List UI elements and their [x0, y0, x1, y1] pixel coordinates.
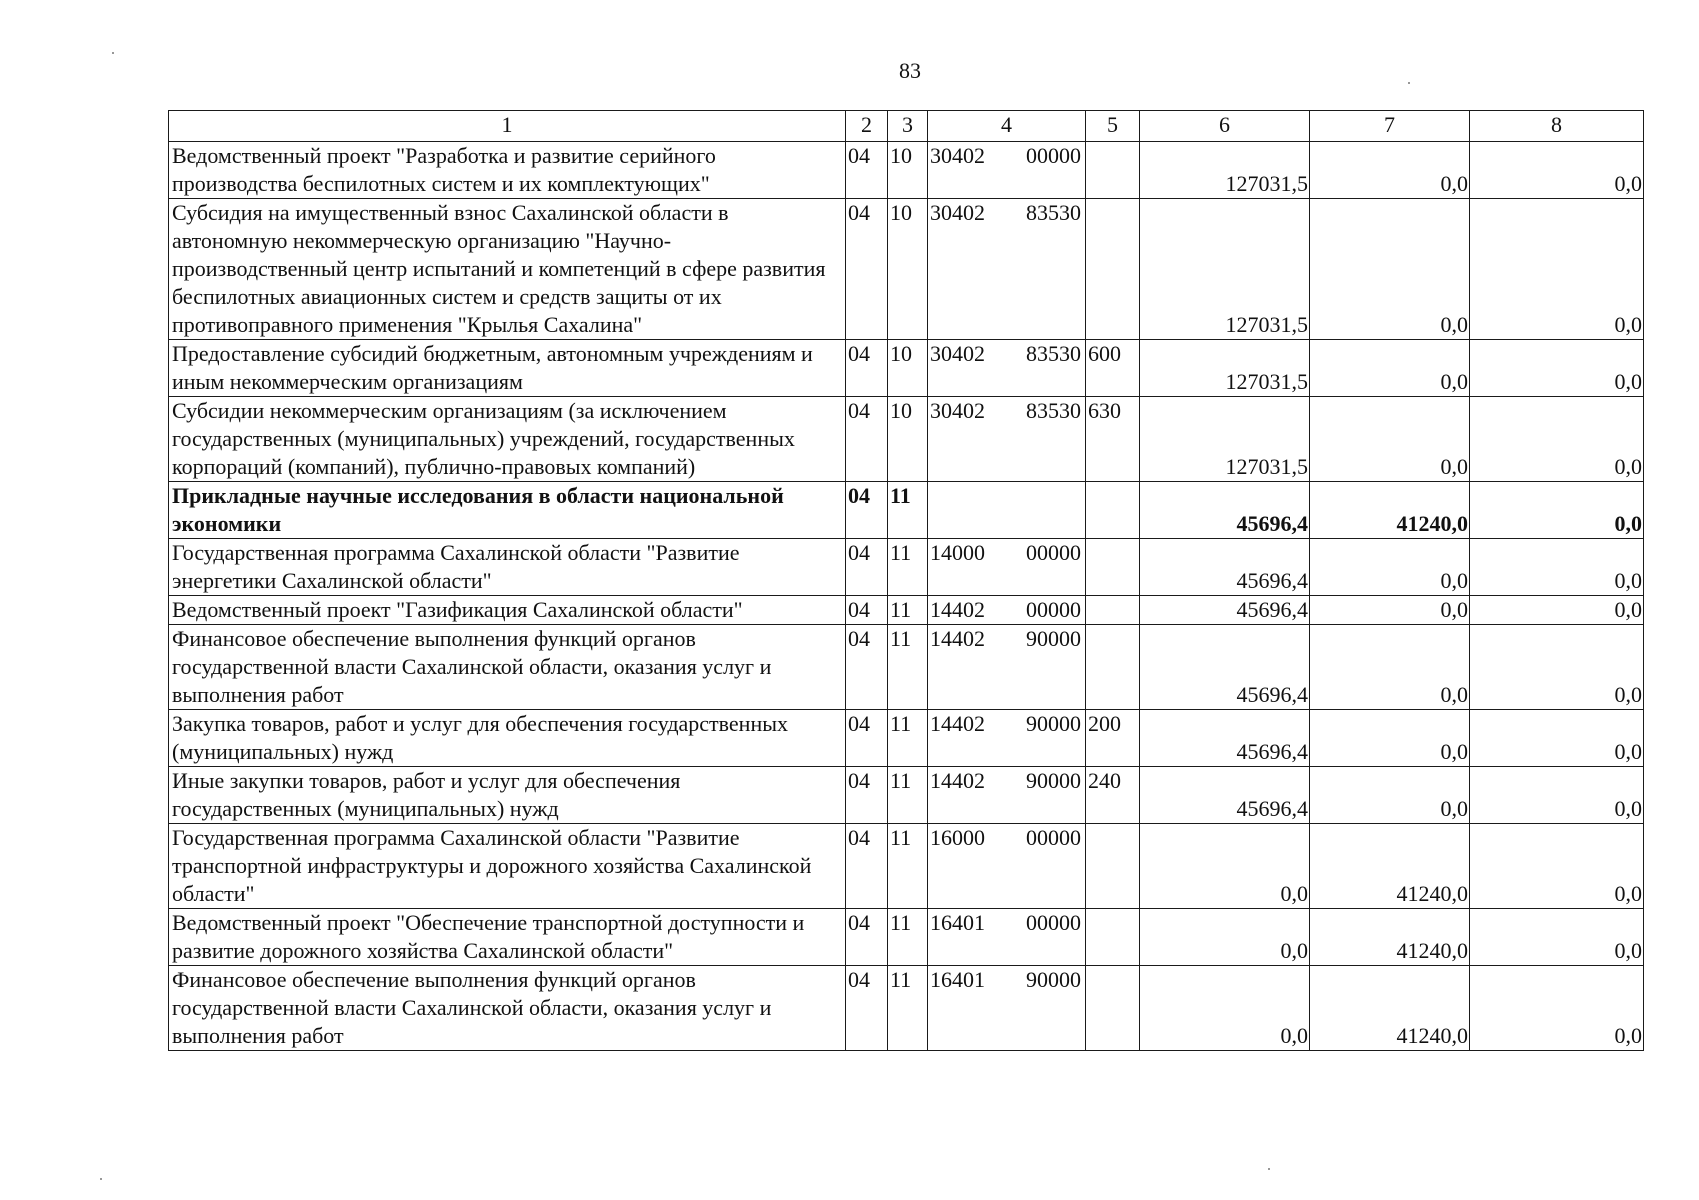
target-article-code: [928, 909, 1086, 966]
target-article-code-part1: 30402: [930, 143, 985, 168]
target-article-code: [928, 596, 1086, 625]
row-name: Финансовое обеспечение выполнения функций органов государственной власти Сахалинской области, оказания услуг и выполнения работ: [169, 625, 846, 710]
amount-col8: 0,0: [1470, 767, 1644, 824]
target-article-code-part1: 16000: [930, 825, 985, 850]
subsection-code: 11: [888, 539, 928, 596]
expense-type-code: [1086, 482, 1140, 539]
target-article-code: [928, 966, 1086, 1051]
amount-col7: 0,0: [1310, 767, 1470, 824]
row-name: Государственная программа Сахалинской области "Развитие транспортной инфраструктуры и дорожного хозяйства Сахалинской области": [169, 824, 846, 909]
amount-col7: 0,0: [1310, 397, 1470, 482]
table-row: [169, 482, 1644, 539]
target-article-code-part2: 00000: [1026, 825, 1081, 850]
section-code: 04: [846, 824, 888, 909]
amount-col7: 0,0: [1310, 596, 1470, 625]
column-header: 4: [928, 111, 1086, 142]
expense-type-code: 200: [1086, 710, 1140, 767]
amount-col8: 0,0: [1470, 625, 1644, 710]
subsection-code: 10: [888, 142, 928, 199]
expense-type-code: [1086, 625, 1140, 710]
expense-type-code: [1086, 199, 1140, 340]
expense-type-code: [1086, 142, 1140, 199]
section-code: 04: [846, 397, 888, 482]
expense-type-code: 600: [1086, 340, 1140, 397]
target-article-code-part1: 30402: [930, 341, 985, 366]
amount-col6: 45696,4: [1140, 539, 1310, 596]
section-code: 04: [846, 710, 888, 767]
row-name: Финансовое обеспечение выполнения функций органов государственной власти Сахалинской области, оказания услуг и выполнения работ: [169, 966, 846, 1051]
section-code: 04: [846, 625, 888, 710]
amount-col7: 0,0: [1310, 142, 1470, 199]
amount-col7: 0,0: [1310, 710, 1470, 767]
row-name: Ведомственный проект "Разработка и развитие серийного производства беспилотных систем и их комплектующих": [169, 142, 846, 199]
row-name: Иные закупки товаров, работ и услуг для обеспечения государственных (муниципальных) нужд: [169, 767, 846, 824]
subsection-code: 10: [888, 397, 928, 482]
section-code: 04: [846, 199, 888, 340]
amount-col6: 0,0: [1140, 966, 1310, 1051]
table-row: [169, 397, 1644, 482]
target-article-code-part2: 00000: [1026, 143, 1081, 168]
subsection-code: 10: [888, 340, 928, 397]
expense-type-code: [1086, 966, 1140, 1051]
subsection-code: 10: [888, 199, 928, 340]
target-article-code-part2: 83530: [1026, 341, 1081, 366]
target-article-code: [928, 824, 1086, 909]
target-article-code-part1: 14402: [930, 711, 985, 736]
target-article-code-part2: 83530: [1026, 200, 1081, 225]
target-article-code: [928, 710, 1086, 767]
row-name: Прикладные научные исследования в области национальной экономики: [169, 482, 846, 539]
amount-col7: 41240,0: [1310, 966, 1470, 1051]
scan-speck: [112, 52, 114, 54]
target-article-code-part1: 16401: [930, 910, 985, 935]
target-article-code-part2: 90000: [1026, 711, 1081, 736]
target-article-code-part1: 14000: [930, 540, 985, 565]
target-article-code: [928, 199, 1086, 340]
amount-col6: 127031,5: [1140, 397, 1310, 482]
column-header: 6: [1140, 111, 1310, 142]
table-row: [169, 340, 1644, 397]
expense-type-code: 240: [1086, 767, 1140, 824]
column-header: 5: [1086, 111, 1140, 142]
amount-col6: 45696,4: [1140, 596, 1310, 625]
row-name: Предоставление субсидий бюджетным, автономным учреждениям и иным некоммерческим организациям: [169, 340, 846, 397]
target-article-code-part1: 30402: [930, 398, 985, 423]
target-article-code-part1: 14402: [930, 626, 985, 651]
subsection-code: 11: [888, 824, 928, 909]
target-article-code-part2: 00000: [1026, 597, 1081, 622]
expense-type-code: [1086, 596, 1140, 625]
section-code: 04: [846, 909, 888, 966]
section-code: 04: [846, 767, 888, 824]
target-article-code-part2: 83530: [1026, 398, 1081, 423]
amount-col6: 0,0: [1140, 824, 1310, 909]
row-name: Закупка товаров, работ и услуг для обеспечения государственных (муниципальных) нужд: [169, 710, 846, 767]
table-row: [169, 824, 1644, 909]
section-code: 04: [846, 482, 888, 539]
amount-col6: 0,0: [1140, 909, 1310, 966]
scan-speck: [100, 1178, 102, 1180]
amount-col8: 0,0: [1470, 909, 1644, 966]
subsection-code: 11: [888, 482, 928, 539]
section-code: 04: [846, 966, 888, 1051]
expense-type-code: [1086, 909, 1140, 966]
amount-col7: 0,0: [1310, 199, 1470, 340]
amount-col8: 0,0: [1470, 539, 1644, 596]
amount-col8: 0,0: [1470, 824, 1644, 909]
target-article-code-part1: 14402: [930, 597, 985, 622]
target-article-code: [928, 340, 1086, 397]
column-header: 1: [169, 111, 846, 142]
expense-type-code: [1086, 539, 1140, 596]
table-row: [169, 909, 1644, 966]
amount-col6: 127031,5: [1140, 199, 1310, 340]
target-article-code: [928, 142, 1086, 199]
amount-col8: 0,0: [1470, 340, 1644, 397]
scan-speck: [1268, 1168, 1270, 1170]
target-article-code: [928, 767, 1086, 824]
table-row: [169, 767, 1644, 824]
amount-col8: 0,0: [1470, 710, 1644, 767]
target-article-code: [928, 625, 1086, 710]
amount-col7: 0,0: [1310, 539, 1470, 596]
budget-table: [168, 110, 1644, 1051]
section-code: 04: [846, 340, 888, 397]
subsection-code: 11: [888, 909, 928, 966]
target-article-code: [928, 397, 1086, 482]
amount-col7: 0,0: [1310, 625, 1470, 710]
amount-col6: 127031,5: [1140, 340, 1310, 397]
row-name: Субсидии некоммерческим организациям (за исключением государственных (муниципальных) учреждений, государственных корпораций (компаний), публично-правовых компаний): [169, 397, 846, 482]
target-article-code-part1: 30402: [930, 200, 985, 225]
target-article-code-part1: 16401: [930, 967, 985, 992]
subsection-code: 11: [888, 596, 928, 625]
amount-col8: 0,0: [1470, 199, 1644, 340]
subsection-code: 11: [888, 710, 928, 767]
table-row: [169, 625, 1644, 710]
table-row: [169, 199, 1644, 340]
target-article-code-part2: 00000: [1026, 910, 1081, 935]
column-header: 2: [846, 111, 888, 142]
table-row: [169, 966, 1644, 1051]
target-article-code: [928, 482, 1086, 539]
amount-col8: 0,0: [1470, 482, 1644, 539]
amount-col6: 45696,4: [1140, 710, 1310, 767]
subsection-code: 11: [888, 625, 928, 710]
row-name: Ведомственный проект "Газификация Сахалинской области": [169, 596, 846, 625]
amount-col8: 0,0: [1470, 397, 1644, 482]
target-article-code: [928, 539, 1086, 596]
target-article-code-part2: 90000: [1026, 626, 1081, 651]
target-article-code-part1: 14402: [930, 768, 985, 793]
amount-col8: 0,0: [1470, 596, 1644, 625]
target-article-code-part2: 90000: [1026, 967, 1081, 992]
target-article-code-part2: 00000: [1026, 540, 1081, 565]
amount-col8: 0,0: [1470, 966, 1644, 1051]
row-name: Ведомственный проект "Обеспечение транспортной доступности и развитие дорожного хозяйства Сахалинской области": [169, 909, 846, 966]
column-header: 7: [1310, 111, 1470, 142]
scan-speck: [1408, 82, 1410, 84]
subsection-code: 11: [888, 767, 928, 824]
table-row: [169, 710, 1644, 767]
amount-col6: 45696,4: [1140, 767, 1310, 824]
amount-col7: 41240,0: [1310, 909, 1470, 966]
expense-type-code: [1086, 824, 1140, 909]
table-row: [169, 539, 1644, 596]
header-row: [169, 111, 1644, 142]
target-article-code-part2: 90000: [1026, 768, 1081, 793]
amount-col7: 0,0: [1310, 340, 1470, 397]
section-code: 04: [846, 539, 888, 596]
amount-col7: 41240,0: [1310, 824, 1470, 909]
column-header: 3: [888, 111, 928, 142]
section-code: 04: [846, 596, 888, 625]
amount-col7: 41240,0: [1310, 482, 1470, 539]
subsection-code: 11: [888, 966, 928, 1051]
page-number: 83: [899, 58, 921, 83]
amount-col8: 0,0: [1470, 142, 1644, 199]
amount-col6: 127031,5: [1140, 142, 1310, 199]
column-header: 8: [1470, 111, 1644, 142]
row-name: Субсидия на имущественный взнос Сахалинской области в автономную некоммерческую организацию "Научно-производственный центр испытаний и компетенций в сфере развития беспилотных авиационных систем и средств защиты от их противоправного применения "Крылья Сахалина": [169, 199, 846, 340]
row-name: Государственная программа Сахалинской области "Развитие энергетики Сахалинской области": [169, 539, 846, 596]
amount-col6: 45696,4: [1140, 482, 1310, 539]
amount-col6: 45696,4: [1140, 625, 1310, 710]
section-code: 04: [846, 142, 888, 199]
expense-type-code: 630: [1086, 397, 1140, 482]
table-row: [169, 142, 1644, 199]
table-row: [169, 596, 1644, 625]
